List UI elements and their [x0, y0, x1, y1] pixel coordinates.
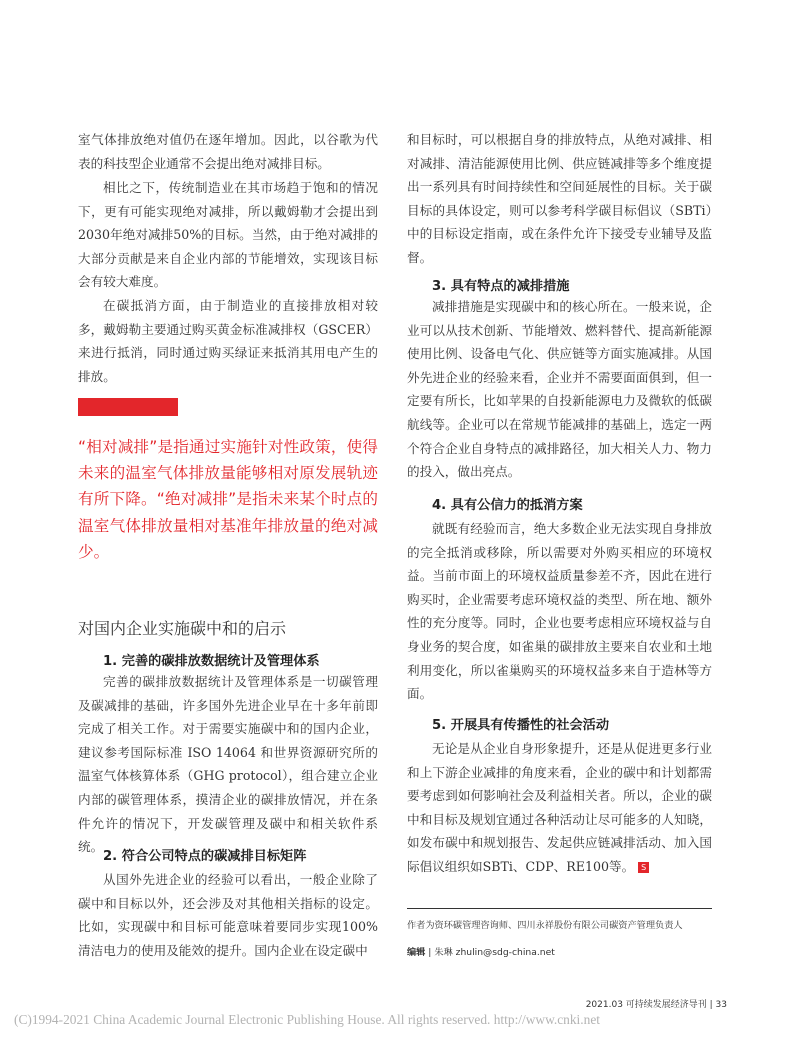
right-paragraph-4 [407, 737, 712, 879]
editor-separator: | [428, 947, 432, 958]
page-footer: 2021.03 可持续发展经济导刊 | 33 [585, 1000, 727, 1010]
left-paragraph-5: 从国外先进企业的经验可以看出，一般企业除了碳中和目标以外，还会涉及对其他相关指标的设定。比如，实现碳中和目标可能意味着要同步实现100%清洁电力的使用及能效的提升。国内企业在设定碳中 [78, 872, 378, 958]
subheading-2: 2. 符合公司特点的碳减排目标矩阵 [103, 849, 307, 864]
subheading-1: 1. 完善的碳排放数据统计及管理体系 [103, 654, 320, 669]
pull-quote-accent-bar [78, 398, 178, 416]
editor-label: 编辑 [407, 947, 426, 958]
right-paragraph-1: 和目标时，可以根据自身的排放特点，从绝对减排、相对减排、清洁能源使用比例、供应链减排等多个维度提出一系列具有时间持续性和空间延展性的目标。关于碳目标的具体设定，则可以参考科学碳目标倡议（SBTi）中的目标设定指南，或在条件允许下接受专业辅导及监督。 [407, 132, 712, 265]
editor-contact: 朱琳 zhulin@sdg-china.net [434, 947, 555, 958]
left-paragraph-3: 在碳抵消方面，由于制造业的直接排放相对较多，戴姆勒主要通过购买黄金标准减排权（GSCER）来进行抵消，同时通过购买绿证来抵消其用电产生的排放。 [78, 298, 378, 384]
left-paragraph-2: 相比之下，传统制造业在其市场趋于饱和的情况下，更有可能实现绝对减排，所以戴姆勒才会提出到2030年绝对减排50%的目标。当然，由于绝对减排的大部分贡献是来自企业内部的节能增效，实现该目标会有较大难度。 [78, 180, 378, 290]
article-end-mark-icon: S [638, 862, 649, 873]
right-paragraph-4-text: 无论是从企业自身形象提升，还是从促进更多行业和上下游企业减排的角度来看，企业的碳中和计划都需要考虑到如何影响社会及利益相关者。所以，企业的碳中和目标及规划宜通过各种活动让尽可能多的人知晓，如发布碳中和规划报告、发起供应链减排活动、加入国际倡议组织如SBTi、CDP、RE100等。 [407, 741, 712, 874]
subheading-4: 4. 具有公信力的抵消方案 [432, 498, 583, 513]
section-title: 对国内企业实施碳中和的启示 [78, 619, 287, 638]
right-paragraph-2: 减排措施是实现碳中和的核心所在。一般来说，企业可以从技术创新、节能增效、燃料替代、提高新能源使用比例、设备电气化、供应链等方面实施减排。从国外先进企业的经验来看，企业并不需要面面俱到，但一定要有所长，比如苹果的自投新能源电力及微软的低碳航线等。企业可以在常规节能减排的基础上，选定一两个符合企业自身特点的减排路径，加大相关人力、物力的投入，做出亮点。 [407, 299, 712, 480]
subheading-3: 3. 具有特点的减排措施 [432, 279, 570, 294]
right-paragraph-3: 就既有经验而言，绝大多数企业无法实现自身排放的完全抵消或移除，所以需要对外购买相应的环境权益。当前市面上的环境权益质量参差不齐，因此在进行购买时，企业需要考虑环境权益的类型、所在地、额外性的充分度等。同时，企业也要考虑相应环境权益与自身业务的契合度，如雀巢的碳排放主要来自农业和土地利用变化，所以雀巢购买的环境权益多来自于造林等方面。 [407, 521, 712, 702]
pull-quote: “相对减排”是指通过实施针对性政策，使得未来的温室气体排放量能够相对原发展轨迹有所下降。“绝对减排”是指未来某个时点的温室气体排放量相对基准年排放量的绝对减少。 [78, 438, 378, 561]
subheading-5: 5. 开展具有传播性的社会活动 [432, 718, 610, 733]
left-paragraph-1: 室气体排放绝对值仍在逐年增加。因此，以谷歌为代表的科技型企业通常不会提出绝对减排目标。 [78, 132, 378, 171]
author-note: 作者为资环碳管理咨询师、四川永祥股份有限公司碳资产管理负责人 [407, 920, 683, 931]
left-paragraph-4: 完善的碳排放数据统计及管理体系是一切碳管理及碳减排的基础，许多国外先进企业早在十多年前即完成了相关工作。对于需要实施碳中和的国内企业，建议参考国际标准 ISO 14064 和世界资源研究所的温室气体核算体系（GHG protocol），组合建立企业内部的碳管理体系，摸清企业的碳排放情况，并在条件允许的情况下，开发碳管理及碳中和相关软件系统。 [78, 674, 378, 855]
copyright-watermark: (C)1994-2021 China Academic Journal Electronic Publishing House. All rights reserved. http://www.cnki.net [14, 1012, 600, 1027]
author-divider [407, 908, 712, 909]
editor-line [407, 946, 712, 960]
